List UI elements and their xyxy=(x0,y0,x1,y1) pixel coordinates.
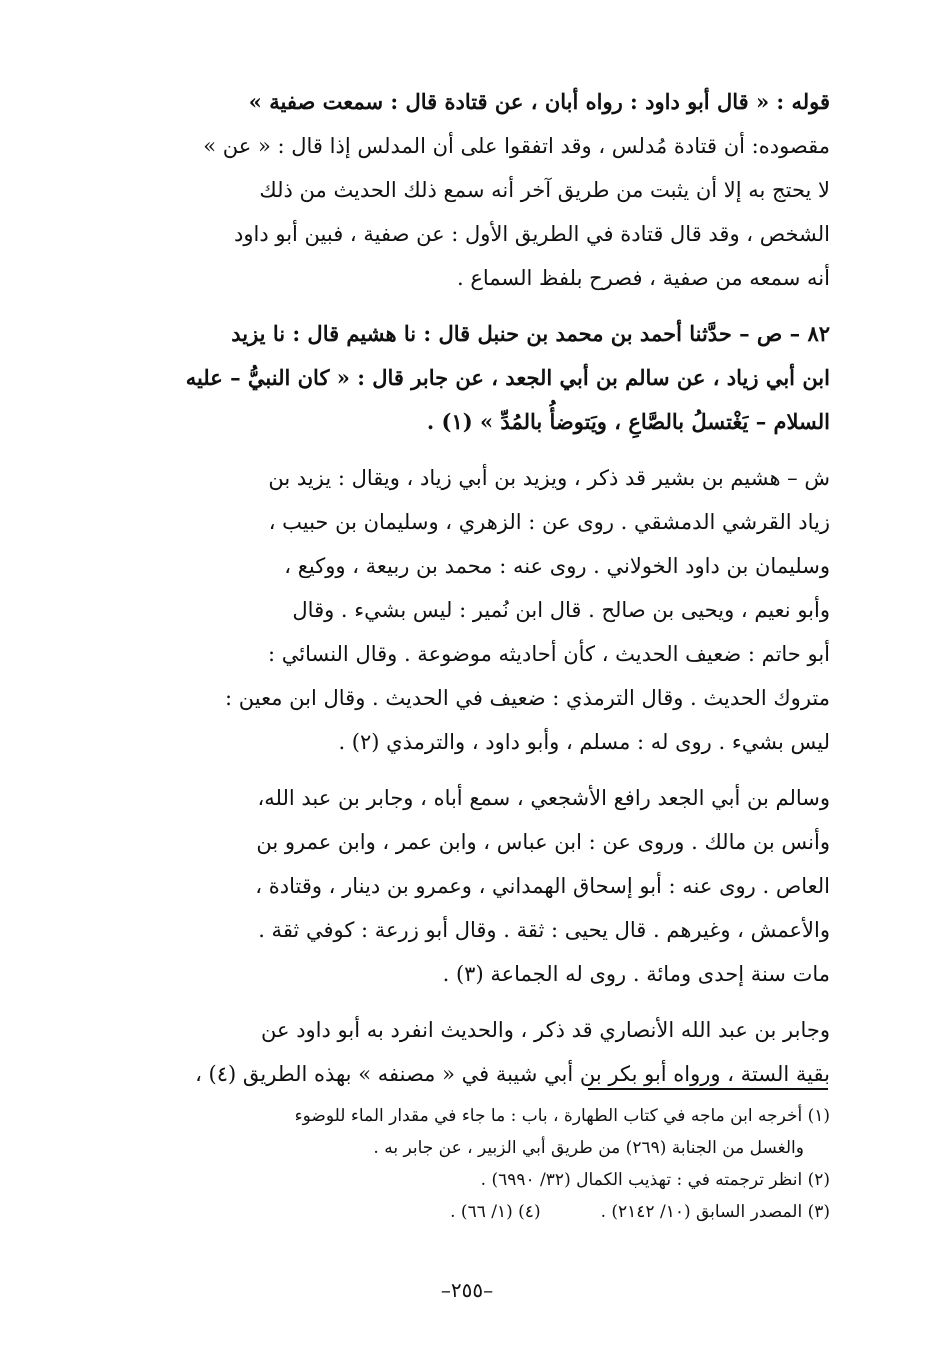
text-line: وأبو نعيم ، ويحيى بن صالح . قال ابن نُمير : ليس بشيء . وقال xyxy=(292,598,830,622)
footnote-divider xyxy=(588,1088,828,1090)
paragraph-commentary-qatada xyxy=(140,80,830,300)
text-line: لا يحتج به إلا أن يثبت من طريق آخر أنه سمع ذلك الحديث من ذلك xyxy=(259,178,830,202)
text-line: زياد القرشي الدمشقي . روى عن : الزهري ، وسليمان بن حبيب ، xyxy=(268,510,830,534)
text-line: ليس بشيء . روى له : مسلم ، وأبو داود ، والترمذي (٢) . xyxy=(338,730,830,754)
footnotes xyxy=(140,1100,830,1228)
text-line: وسليمان بن داود الخولاني . روى عنه : محمد بن ربيعة ، ووكيع ، xyxy=(284,554,830,578)
text-line: الشخص ، وقد قال قتادة في الطريق الأول : عن صفية ، فبين أبو داود xyxy=(234,222,830,246)
footnote-row-3-4 xyxy=(140,1196,830,1228)
text-line: متروك الحديث . وقال الترمذي : ضعيف في الحديث . وقال ابن معين : xyxy=(225,686,830,710)
text-line: أنه سمعه من صفية ، فصرح بلفظ السماع . xyxy=(457,266,830,290)
text-line: ش – هشيم بن بشير قد ذكر ، ويزيد بن أبي زياد ، ويقال : يزيد بن xyxy=(268,466,830,490)
text-line: أبو حاتم : ضعيف الحديث ، كأن أحاديثه موضوعة . وقال النسائي : xyxy=(267,642,830,666)
text-line: العاص . روى عنه : أبو إسحاق الهمداني ، وعمرو بن دينار ، وقتادة ، xyxy=(255,874,830,898)
text-line: قوله : « قال أبو داود : رواه أبان ، عن قتادة قال : سمعت صفية » xyxy=(248,89,830,114)
text-line: بقية الستة ، ورواه أبو بكر بن أبي شيبة في « مصنفه » بهذه الطريق (٤) ، xyxy=(195,1062,830,1086)
text-line: والأعمش ، وغيرهم . قال يحيى : ثقة . وقال أبو زرعة : كوفي ثقة . xyxy=(258,918,830,942)
text-line: مات سنة إحدى ومائة . روى له الجماعة (٣) . xyxy=(442,962,830,986)
footnote-4: (٤) (١/ ٦٦) . xyxy=(450,1202,541,1222)
footnote-3: (٣) المصدر السابق (١٠/ ٢١٤٢) . xyxy=(600,1202,830,1222)
footnote-2: (٢) انظر ترجمته في : تهذيب الكمال (٣٢/ ٦٩٩٠) . xyxy=(480,1170,830,1190)
paragraph-narrator-salim xyxy=(140,776,830,996)
hadith-82 xyxy=(140,312,830,444)
paragraph-narrator-jabir xyxy=(140,1008,830,1096)
text-line: السلام – يَغْتسلُ بالصَّاعِ ، ويَتوضأُ بالمُدِّ » (١) . xyxy=(426,409,830,434)
paragraph-narrators-hushaym xyxy=(140,456,830,764)
text-line: مقصوده: أن قتادة مُدلس ، وقد اتفقوا على أن المدلس إذا قال : « عن » xyxy=(203,134,830,158)
page-body xyxy=(140,80,830,1108)
page-number: –٢٥٥– xyxy=(440,1278,494,1302)
text-line: وأنس بن مالك . وروى عن : ابن عباس ، وابن عمر ، وابن عمرو بن xyxy=(256,830,830,854)
text-line: وجابر بن عبد الله الأنصاري قد ذكر ، والحديث انفرد به أبو داود عن xyxy=(261,1018,830,1042)
text-line: ابن أبي زياد ، عن سالم بن أبي الجعد ، عن جابر قال : « كان النبيُّ – عليه xyxy=(185,365,830,390)
text-line: ٨٢ – ص – حدَّثنا أحمد بن محمد بن حنبل قال : نا هشيم قال : نا يزيد xyxy=(231,321,830,346)
footnote-1-continuation: والغسل من الجنابة (٢٦٩) من طريق أبي الزبير ، عن جابر به . xyxy=(373,1138,804,1158)
text-line: وسالم بن أبي الجعد رافع الأشجعي ، سمع أباه ، وجابر بن عبد الله، xyxy=(257,786,830,810)
footnote-1: (١) أخرجه ابن ماجه في كتاب الطهارة ، باب : ما جاء في مقدار الماء للوضوء xyxy=(294,1106,830,1126)
